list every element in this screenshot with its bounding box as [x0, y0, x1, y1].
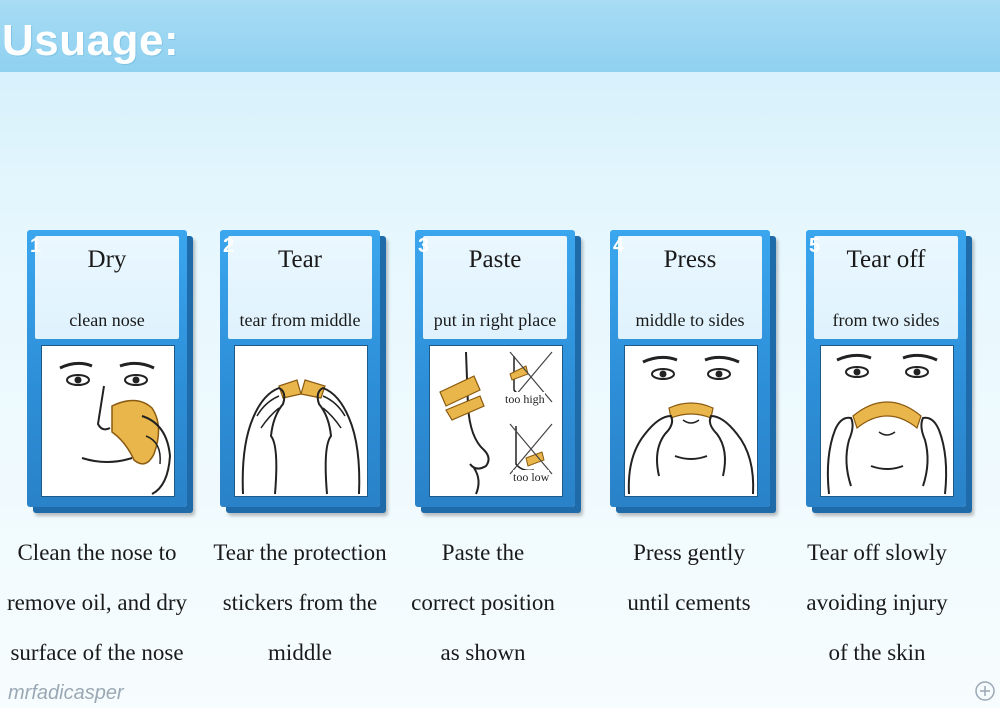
step-card-4	[610, 230, 770, 507]
description-line: Press gently	[633, 540, 745, 565]
step-number: 2	[223, 235, 235, 257]
step-number: 1	[30, 235, 42, 257]
description-line: Paste the	[441, 540, 525, 565]
too-high-label: too high	[505, 392, 545, 406]
step-title: Tear	[277, 246, 323, 273]
description-line: Clean the nose to	[17, 540, 177, 565]
step-subtitle: clean nose	[69, 310, 145, 330]
tear-strip-illustration	[234, 345, 368, 497]
description-line: as shown	[440, 640, 526, 665]
step-card-5	[806, 230, 966, 507]
seller-watermark: mrfadicasper	[8, 682, 124, 704]
step-number: 4	[613, 235, 625, 257]
header-band	[0, 0, 1000, 72]
description-line: until cements	[627, 590, 751, 615]
step-description-5	[777, 528, 977, 678]
step-description-1	[0, 528, 197, 678]
step-title: Dry	[87, 246, 127, 273]
step-description-3	[383, 528, 583, 678]
step-card-2	[220, 230, 380, 507]
step-subtitle: tear from middle	[239, 310, 361, 330]
step-subtitle: middle to sides	[635, 310, 745, 330]
step-number: 5	[809, 235, 821, 257]
step-title: Tear off	[846, 246, 926, 273]
step-card-1	[27, 230, 187, 507]
description-line: stickers from the	[222, 590, 378, 615]
step-number: 3	[418, 235, 430, 257]
step-subtitle: put in right place	[433, 310, 557, 330]
corner-logo-icon	[974, 680, 996, 702]
press-strip-illustration	[624, 345, 758, 497]
too-low-label: too low	[513, 470, 550, 484]
step-description-2	[200, 528, 400, 678]
description-line: remove oil, and dry	[6, 590, 188, 615]
description-line: Tear off slowly	[807, 540, 947, 565]
description-line: correct position	[411, 590, 555, 615]
step-description-4	[589, 528, 789, 628]
page-title: Usuage:	[2, 16, 180, 65]
tear-off-illustration	[820, 345, 954, 497]
description-line: avoiding injury	[806, 590, 948, 615]
step-subtitle: from two sides	[832, 310, 940, 330]
step-title: Press	[663, 246, 717, 273]
description-line: middle	[268, 640, 332, 665]
description-line: Tear the protection	[213, 540, 387, 565]
step-title: Paste	[468, 246, 522, 273]
description-line: of the skin	[828, 640, 926, 665]
step-card-3	[415, 230, 575, 507]
dry-nose-illustration	[41, 345, 175, 497]
description-line: surface of the nose	[10, 640, 184, 665]
